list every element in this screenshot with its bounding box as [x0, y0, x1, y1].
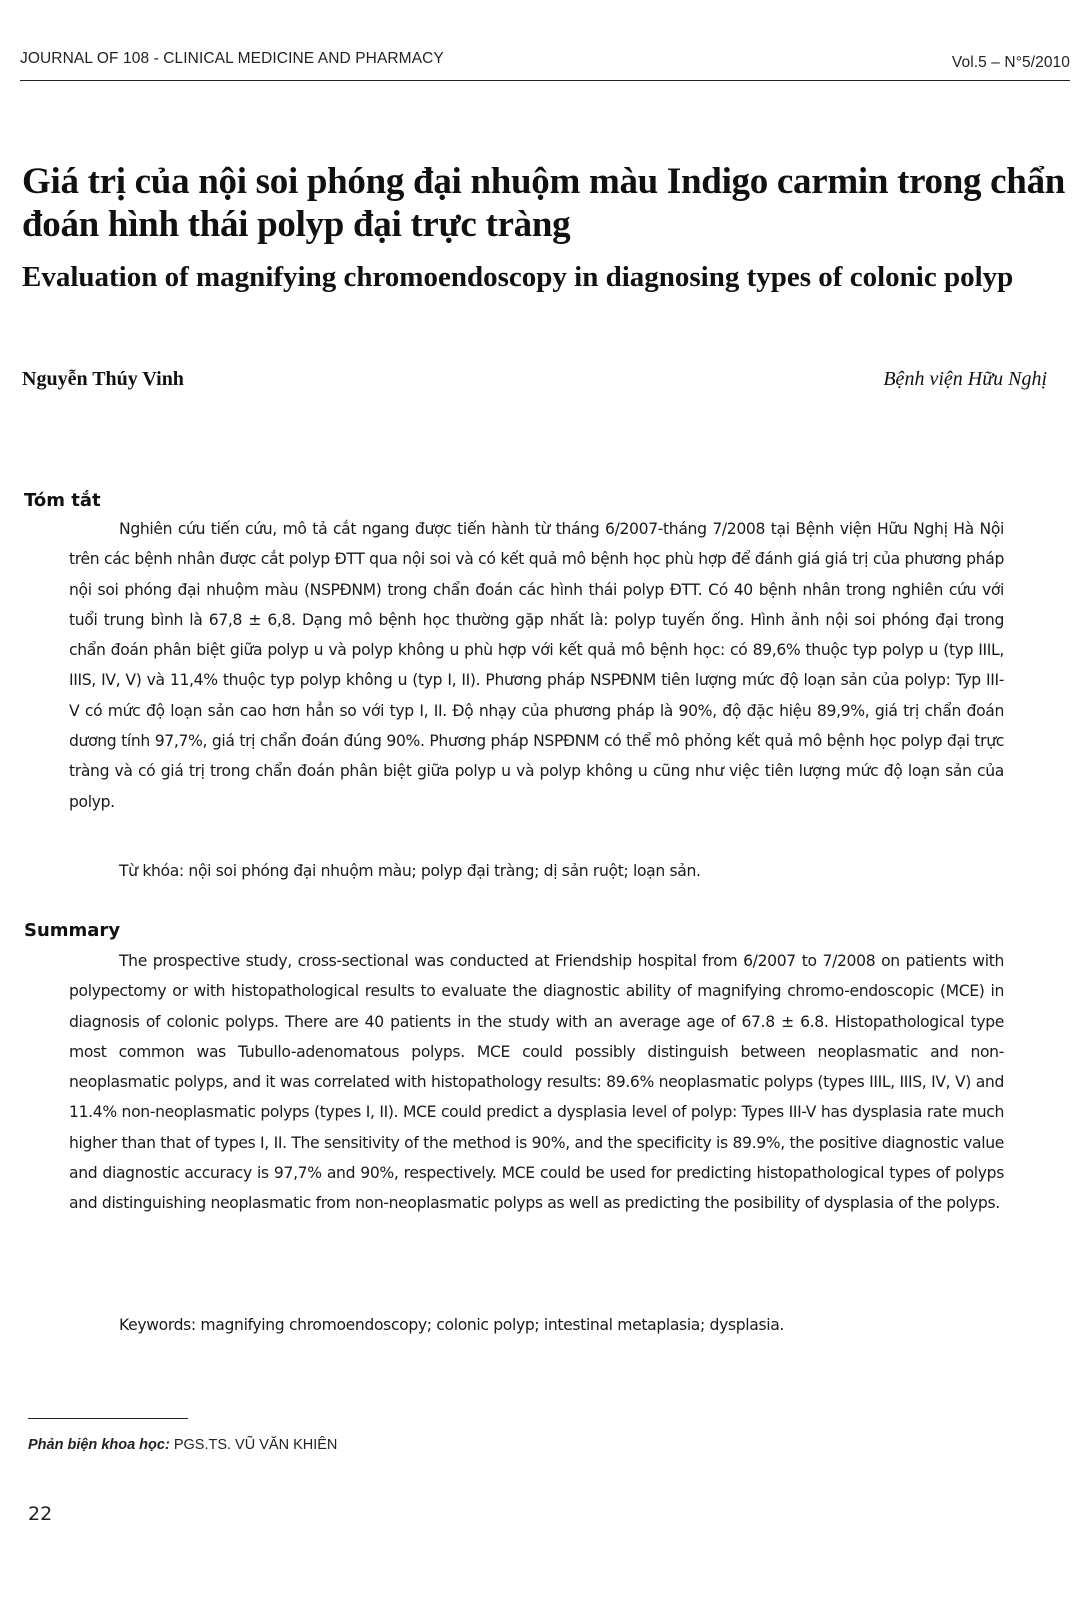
- author-name: Nguyễn Thúy Vinh: [22, 368, 184, 390]
- abstract-vn-body: Nghiên cứu tiến cứu, mô tả cắt ngang được tiến hành từ tháng 6/2007-tháng 7/2008 tại Bệnh viện Hữu Nghị Hà Nội trên các bệnh nhân được cắt polyp ĐTT qua nội soi và có kết quả mô bệnh học phù hợp để đánh giá giá trị của phương pháp nội soi phóng đại nhuộm màu (NSPĐNM) trong chẩn đoán các hình thái polyp ĐTT. Có 40 bệnh nhân trong nghiên cứu với tuổi trung bình là 67,8 ± 6,8. Dạng mô bệnh học thường gặp nhất là: polyp tuyến ống. Hình ảnh nội soi phóng đại trong chẩn đoán phân biệt giữa polyp u và polyp không u phù hợp với kết quả mô bệnh học: có 89,6% thuộc typ polyp u (typ IIIL, IIIS, IV, V) và 11,4% thuộc typ polyp không u (typ I, II). Phương pháp NSPĐNM tiên lượng mức độ loạn sản của polyp: Typ III- V có mức độ loạn sản cao hơn hẳn so với typ I, II. Độ nhạy của phương pháp là 90%, độ đặc hiệu 89,9%, giá trị chẩn đoán dương tính 97,7%, giá trị chẩn đoán đúng 90%. Phương pháp NSPĐNM có thể mô phỏng kết quả mô bệnh học polyp đại trực tràng và có giá trị trong chẩn đoán phân biệt giữa polyp u và polyp không u cũng như việc tiên lượng mức độ loạn sản của polyp.: [69, 520, 1004, 811]
- volume-issue: Vol.5 – N°5/2010: [951, 54, 1070, 71]
- abstract-en-body: The prospective study, cross-sectional was conducted at Friendship hospital from 6/2007 to 7/2008 on patients with polypectomy or with histopathological results to evaluate the diagnostic ability of magnifying chromo-endoscopic (MCE) in diagnosis of colonic polyps. There are 40 patients in the study with an average age of 67.8 ± 6.8. Histopathological type most common was Tubullo-adenomatous polyps. MCE could possibly distinguish between neoplasmatic and non-neoplasmatic polyps, and it was correlated with histopathology results: 89.6% neoplasmatic polyps (types IIIL, IIIS, IV, V) and 11.4% non-neoplasmatic polyps (types I, II). MCE could predict a dysplasia level of polyp: Types III-V has dysplasia rate much higher than that of types I, II. The sensitivity of the method is 90%, and the specificity is 89.9%, the positive diagnostic value and diagnostic accuracy is 97,7% and 90%, respectively. MCE could be used for predicting histopathological types of polyps and distinguishing neoplasmatic from non-neoplasmatic polyps as well as predicting the posibility of dysplasia of the polyps.: [69, 952, 1004, 1213]
- article-title-vietnamese: Giá trị của nội soi phóng đại nhuộm màu Indigo carmin trong chẩn đoán hình thái polyp đại trực tràng: [22, 161, 1066, 245]
- abstract-vn: [69, 514, 1004, 817]
- abstract-vn-heading: Tóm tắt: [24, 490, 101, 511]
- header-divider: [20, 80, 1070, 81]
- summary-heading: Summary: [24, 920, 121, 941]
- article-title-english: Evaluation of magnifying chromoendoscopy in diagnosing types of colonic polyp: [22, 261, 1014, 293]
- keywords-vn: Từ khóa: nội soi phóng đại nhuộm màu; polyp đại tràng; dị sản ruột; loạn sản.: [119, 862, 701, 880]
- page-number: 22: [28, 1503, 53, 1525]
- footnote-reviewer: [28, 1437, 337, 1453]
- abstract-en: [69, 946, 1004, 1219]
- footnote-divider: [28, 1418, 188, 1419]
- reviewer-name: PGS.TS. VŨ VĂN KHIÊN: [169, 1437, 338, 1453]
- author-affiliation: Bệnh viện Hữu Nghị: [883, 368, 1047, 390]
- reviewer-label: Phản biện khoa học:: [28, 1437, 170, 1453]
- keywords-en: Keywords: magnifying chromoendoscopy; colonic polyp; intestinal metaplasia; dysplasia.: [119, 1316, 785, 1334]
- journal-name: JOURNAL OF 108 - CLINICAL MEDICINE AND PHARMACY: [20, 50, 444, 67]
- running-header: [20, 44, 1070, 72]
